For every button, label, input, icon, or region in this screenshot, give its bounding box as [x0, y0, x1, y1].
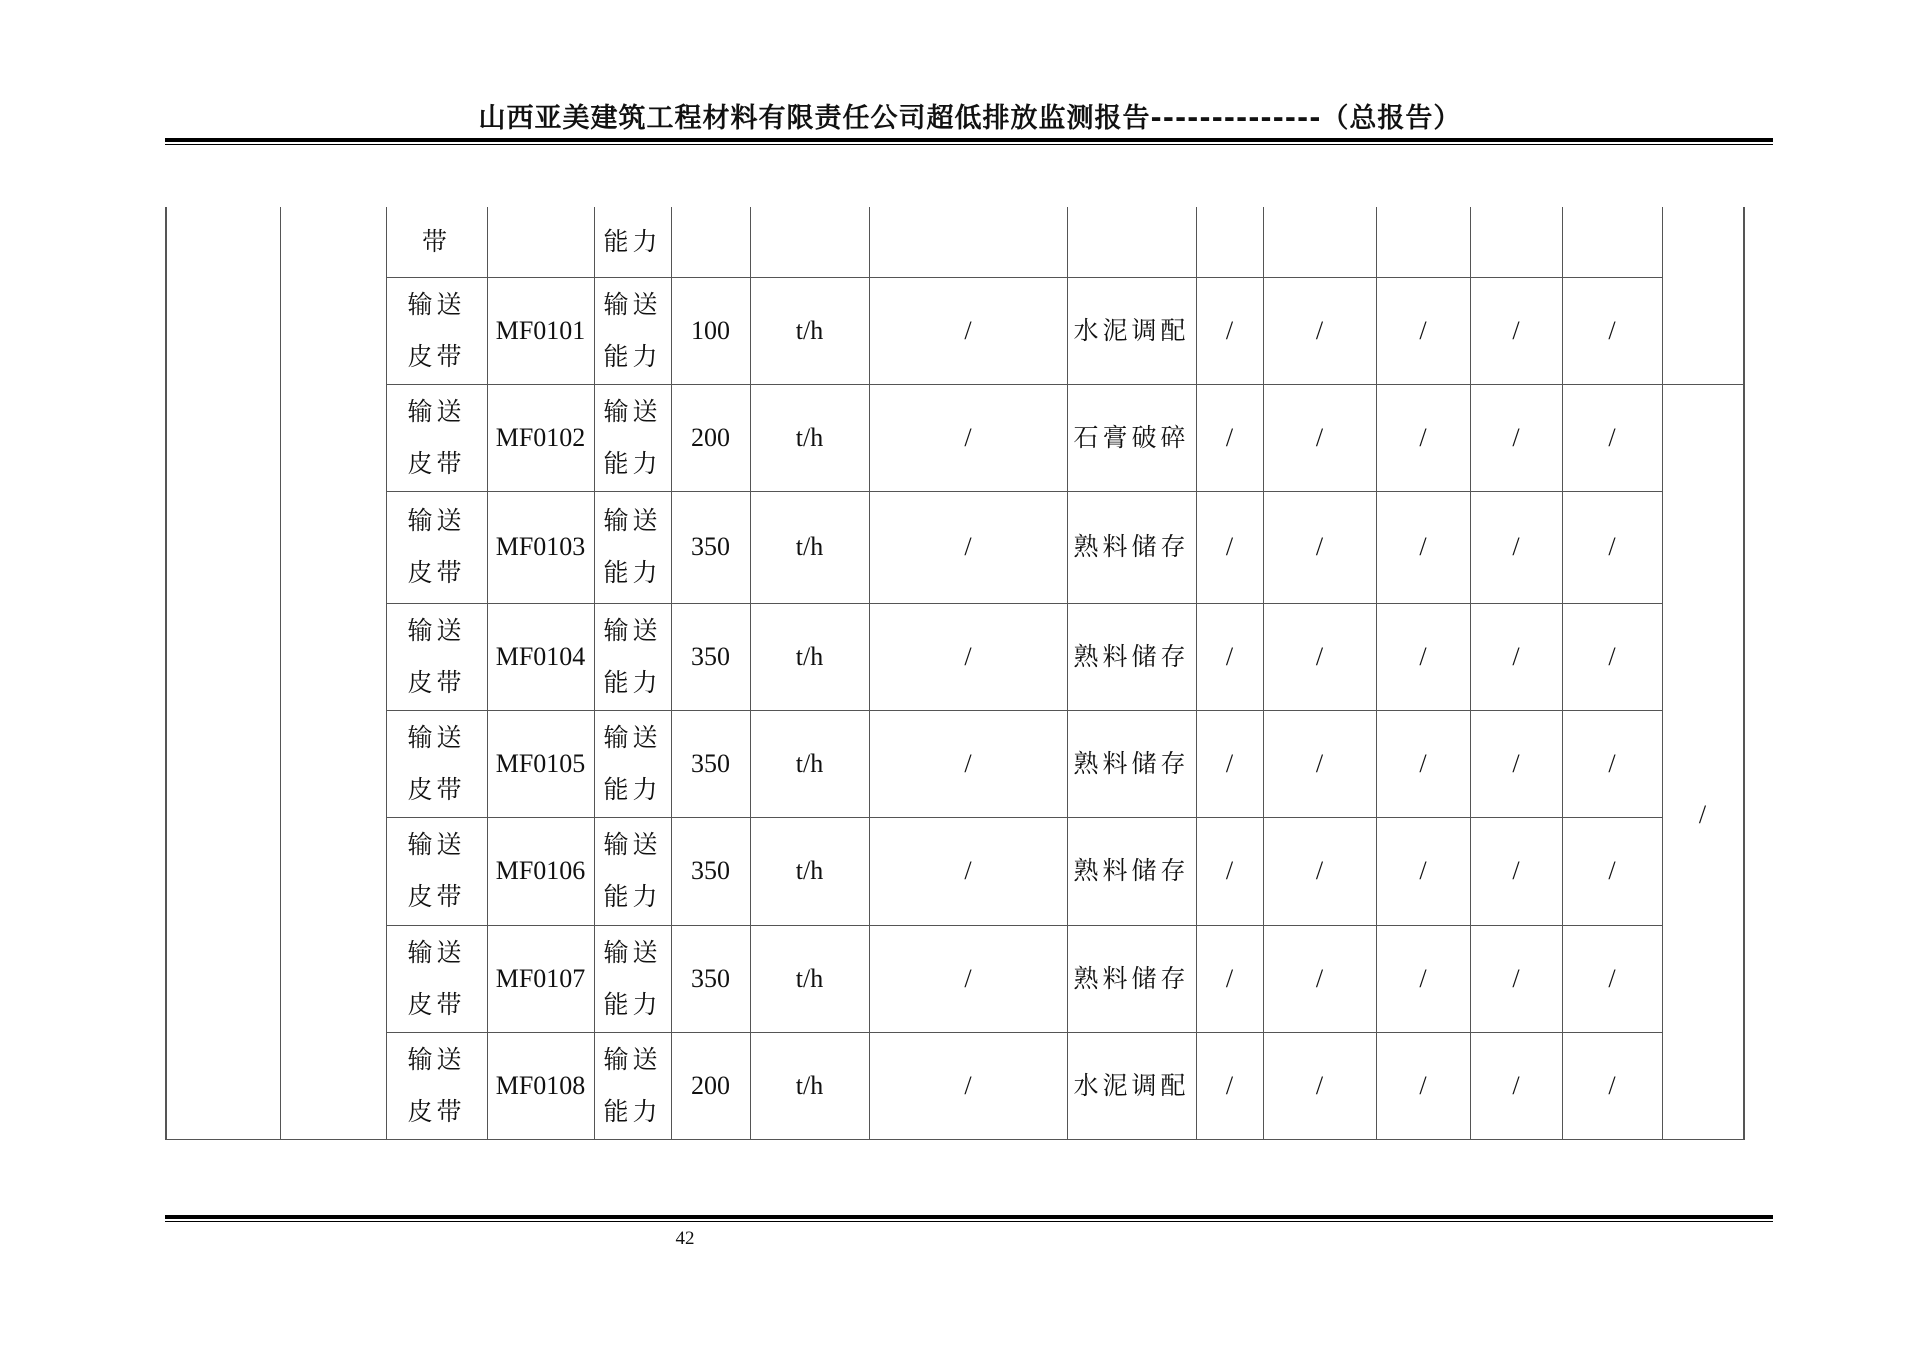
value-cell: 100	[691, 315, 730, 345]
metric-cell: 输送能力	[603, 615, 662, 697]
unit-cell: t/h	[795, 641, 824, 671]
metric-cell-continued: 能力	[603, 227, 662, 256]
table-col-divider	[280, 207, 281, 1139]
purpose-cell: 水泥调配	[1073, 315, 1190, 345]
slash-cell: /	[1512, 856, 1520, 885]
purpose-cell: 水泥调配	[1073, 1070, 1190, 1100]
value-cell: 200	[691, 1070, 730, 1100]
equipment-cell-continued: 带	[421, 227, 451, 256]
page-number: 42	[675, 1228, 695, 1249]
slash-cell: /	[1225, 315, 1234, 345]
slash-cell: /	[1315, 748, 1324, 778]
spec-cell: /	[964, 1070, 972, 1100]
code-cell: MF0107	[495, 963, 586, 993]
metric-cell: 输送能力	[603, 506, 662, 587]
spec-cell: /	[964, 315, 972, 345]
unit-cell: t/h	[795, 1070, 824, 1100]
slash-cell: /	[1608, 422, 1616, 452]
slash-cell: /	[1419, 532, 1427, 561]
purpose-cell: 石膏破碎	[1073, 422, 1190, 452]
equipment-cell: 输送皮带	[407, 830, 466, 911]
header-rule-thin	[165, 144, 1773, 145]
value-cell: 350	[691, 856, 730, 885]
slash-cell: /	[1512, 532, 1520, 561]
slash-cell: /	[1608, 748, 1616, 778]
slash-cell: /	[1608, 963, 1616, 993]
slash-cell: /	[1315, 641, 1324, 671]
unit-cell: t/h	[795, 422, 824, 452]
code-cell: MF0104	[495, 641, 586, 671]
code-cell: MF0101	[495, 315, 586, 345]
slash-cell: /	[1608, 532, 1616, 561]
code-cell: MF0108	[495, 1070, 586, 1100]
slash-cell: /	[1225, 856, 1234, 885]
slash-cell: /	[1419, 856, 1427, 885]
slash-cell: /	[1419, 315, 1427, 345]
slash-cell: /	[1225, 422, 1234, 452]
spec-cell: /	[964, 641, 972, 671]
metric-cell: 输送能力	[603, 722, 662, 804]
metric-cell: 输送能力	[603, 1044, 662, 1126]
slash-cell: /	[1512, 315, 1520, 345]
slash-cell: /	[1225, 532, 1234, 561]
spec-cell: /	[964, 532, 972, 561]
slash-cell: /	[1225, 963, 1234, 993]
metric-cell: 输送能力	[603, 937, 662, 1019]
slash-cell: /	[1512, 748, 1520, 778]
value-cell: 350	[691, 532, 730, 561]
slash-cell: /	[1608, 641, 1616, 671]
slash-cell: /	[1419, 963, 1427, 993]
equipment-cell: 输送皮带	[407, 615, 466, 697]
purpose-cell: 熟料储存	[1073, 641, 1190, 671]
slash-cell: /	[1315, 1070, 1324, 1100]
table-border-vertical	[165, 207, 167, 1139]
slash-cell: /	[1315, 315, 1324, 345]
unit-cell: t/h	[795, 963, 824, 993]
footer-rule-thick	[165, 1215, 1773, 1219]
table-border-vertical	[1743, 207, 1745, 1139]
slash-cell: /	[1608, 1070, 1616, 1100]
slash-cell: /	[1512, 963, 1520, 993]
code-cell: MF0105	[495, 748, 586, 778]
slash-cell: /	[1225, 1070, 1234, 1100]
slash-cell: /	[1225, 641, 1234, 671]
slash-cell: /	[1315, 532, 1324, 561]
value-cell: 350	[691, 963, 730, 993]
report-header-title: 山西亚美建筑工程材料有限责任公司超低排放监测报告--------------（总报告）	[478, 103, 1462, 134]
purpose-cell: 熟料储存	[1073, 963, 1190, 993]
value-cell: 350	[691, 748, 730, 778]
table-border-bottom	[165, 1139, 1745, 1140]
slash-cell: /	[1608, 856, 1616, 885]
equipment-cell: 输送皮带	[407, 1044, 466, 1126]
slash-cell: /	[1315, 963, 1324, 993]
unit-cell: t/h	[795, 532, 824, 561]
slash-cell: /	[1512, 641, 1520, 671]
value-cell: 350	[691, 641, 730, 671]
code-cell: MF0103	[495, 532, 586, 561]
equipment-cell: 输送皮带	[407, 506, 466, 587]
metric-cell: 输送能力	[603, 396, 662, 478]
purpose-cell: 熟料储存	[1073, 748, 1190, 778]
slash-cell: /	[1512, 422, 1520, 452]
slash-cell: /	[1225, 748, 1234, 778]
unit-cell: t/h	[795, 315, 824, 345]
metric-cell: 输送能力	[603, 289, 662, 371]
spec-cell: /	[964, 856, 972, 885]
footer-rule-thin	[165, 1221, 1773, 1222]
slash-cell: /	[1608, 315, 1616, 345]
code-cell: MF0102	[495, 422, 586, 452]
unit-cell: t/h	[795, 748, 824, 778]
slash-cell: /	[1419, 641, 1427, 671]
slash-cell: /	[1315, 422, 1324, 452]
spec-cell: /	[964, 963, 972, 993]
purpose-cell: 熟料储存	[1073, 532, 1190, 561]
spec-cell: /	[964, 422, 972, 452]
metric-cell: 输送能力	[603, 830, 662, 911]
header-rule-thick	[165, 138, 1773, 142]
code-cell: MF0106	[495, 856, 586, 885]
slash-cell: /	[1419, 1070, 1427, 1100]
unit-cell: t/h	[795, 856, 824, 885]
slash-cell: /	[1315, 856, 1324, 885]
slash-cell: /	[1419, 748, 1427, 778]
equipment-cell: 输送皮带	[407, 937, 466, 1019]
slash-cell: /	[1512, 1070, 1520, 1100]
spec-cell: /	[964, 748, 972, 778]
purpose-cell: 熟料储存	[1073, 856, 1190, 885]
equipment-cell: 输送皮带	[407, 722, 466, 804]
equipment-cell: 输送皮带	[407, 289, 466, 371]
slash-cell: /	[1419, 422, 1427, 452]
value-cell: 200	[691, 422, 730, 452]
equipment-cell: 输送皮带	[407, 396, 466, 478]
merged-last-column-cell: /	[1698, 800, 1707, 829]
